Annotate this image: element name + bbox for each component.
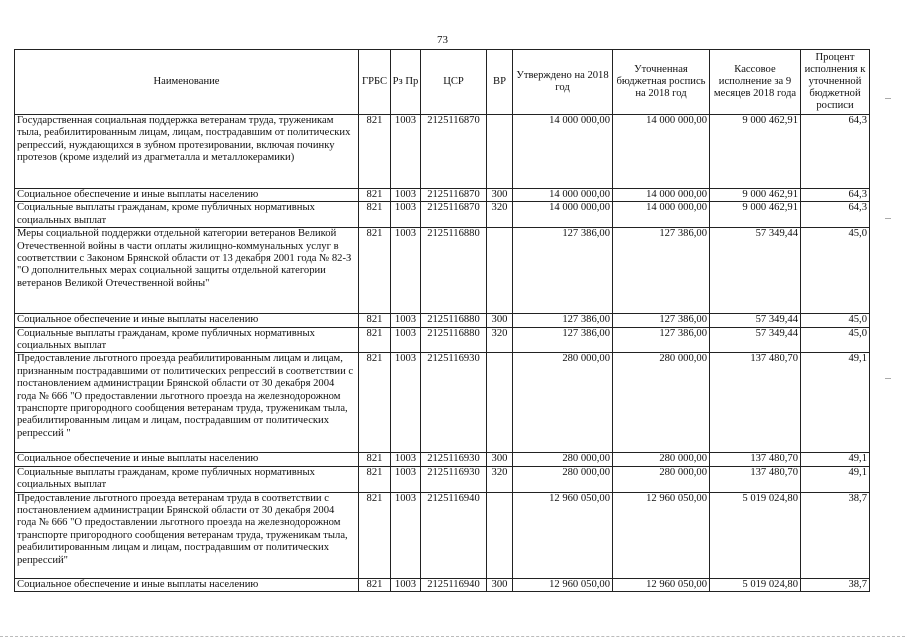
row-name-cell: Предоставление льготного проезда ветеранам труда в соответствии с постановлением администрации Брянской области от 30 декабря 2004 года № 666 "О предоставлении льготного проезда на железнодорожном транспорте пригородного сообщения ветеранам труда, труженикам тыла, реабилитированным лицам и лицам, пострадавшим от политических репрессий": [15, 492, 359, 578]
row-name-cell: Меры социальной поддержки отдельной категории ветеранов Великой Отечественной войны в части оплаты жилищно-коммунальных услуг в соответствии с Законом Брянской области от 13 декабря 2001 года № 82-З "О дополнительных мерах социальной защиты отдельной категории ветеранов Великой Отечественной войны": [15, 228, 359, 314]
row-cash-cell: 137 480,70: [710, 466, 801, 492]
row-cash-cell: 137 480,70: [710, 353, 801, 453]
row-cash-cell: 9 000 462,91: [710, 202, 801, 228]
col-header-percent: Процент исполнения к уточненной бюджетной росписи: [801, 50, 870, 115]
row-rz-pr-cell: 1003: [391, 466, 421, 492]
row-name-cell: Социальные выплаты гражданам, кроме публичных нормативных социальных выплат: [15, 202, 359, 228]
margin-tick: [885, 378, 891, 379]
row-refined-cell: 12 960 050,00: [613, 492, 710, 578]
row-percent-cell: 49,1: [801, 453, 870, 466]
row-percent-cell: 49,1: [801, 466, 870, 492]
row-vr-cell: [487, 353, 513, 453]
row-rz-pr-cell: 1003: [391, 189, 421, 202]
row-cash-cell: 9 000 462,91: [710, 115, 801, 189]
row-grbs-cell: 821: [359, 492, 391, 578]
row-percent-cell: 45,0: [801, 228, 870, 314]
col-header-grbs: ГРБС: [359, 50, 391, 115]
row-name-cell: Социальные выплаты гражданам, кроме публичных нормативных социальных выплат: [15, 327, 359, 353]
row-percent-cell: 45,0: [801, 327, 870, 353]
row-cash-cell: 57 349,44: [710, 314, 801, 327]
row-vr-cell: 300: [487, 453, 513, 466]
row-grbs-cell: 821: [359, 189, 391, 202]
table-row: [15, 327, 870, 353]
row-refined-cell: 127 386,00: [613, 228, 710, 314]
row-grbs-cell: 821: [359, 115, 391, 189]
margin-tick: [885, 218, 891, 219]
table-row: [15, 189, 870, 202]
row-rz-pr-cell: 1003: [391, 115, 421, 189]
row-vr-cell: 320: [487, 327, 513, 353]
table-row: [15, 578, 870, 591]
col-header-refined: Уточненная бюджетная роспись на 2018 год: [613, 50, 710, 115]
row-refined-cell: 127 386,00: [613, 314, 710, 327]
row-grbs-cell: 821: [359, 314, 391, 327]
row-cash-cell: 57 349,44: [710, 228, 801, 314]
row-refined-cell: 280 000,00: [613, 453, 710, 466]
row-vr-cell: [487, 228, 513, 314]
table-row: [15, 353, 870, 453]
row-name-cell: Социальные выплаты гражданам, кроме публичных нормативных социальных выплат: [15, 466, 359, 492]
row-rz-pr-cell: 1003: [391, 327, 421, 353]
row-approved-cell: 14 000 000,00: [513, 115, 613, 189]
row-approved-cell: 127 386,00: [513, 228, 613, 314]
table-row: [15, 202, 870, 228]
row-refined-cell: 14 000 000,00: [613, 202, 710, 228]
row-csr-cell: 2125116870: [421, 189, 487, 202]
row-approved-cell: 280 000,00: [513, 453, 613, 466]
row-grbs-cell: 821: [359, 578, 391, 591]
row-csr-cell: 2125116930: [421, 453, 487, 466]
row-csr-cell: 2125116880: [421, 228, 487, 314]
row-csr-cell: 2125116880: [421, 327, 487, 353]
col-header-cash: Кассовое исполнение за 9 месяцев 2018 года: [710, 50, 801, 115]
row-grbs-cell: 821: [359, 228, 391, 314]
row-approved-cell: 14 000 000,00: [513, 202, 613, 228]
row-refined-cell: 12 960 050,00: [613, 578, 710, 591]
table-row: [15, 466, 870, 492]
row-percent-cell: 64,3: [801, 202, 870, 228]
row-rz-pr-cell: 1003: [391, 492, 421, 578]
row-rz-pr-cell: 1003: [391, 228, 421, 314]
row-refined-cell: 14 000 000,00: [613, 115, 710, 189]
table-row: [15, 314, 870, 327]
margin-tick: [885, 98, 891, 99]
row-cash-cell: 5 019 024,80: [710, 578, 801, 591]
row-approved-cell: 14 000 000,00: [513, 189, 613, 202]
row-cash-cell: 57 349,44: [710, 327, 801, 353]
col-header-rz-pr: Рз Пр: [391, 50, 421, 115]
page-bottom-line: [0, 636, 905, 637]
row-csr-cell: 2125116880: [421, 314, 487, 327]
row-name-cell: Предоставление льготного проезда реабилитированным лицам и лицам, признанным пострадавшими от политических репрессий в соответствии с постановлением администрации Брянской области от 30 декабря 2004 года № 666 "О предоставлении льготного проезда на железнодорожном транспорте пригородного сообщения ветеранам труда, труженикам тыла, реабилитированным лицам и лицам, пострадавшим от политических репрессий ": [15, 353, 359, 453]
row-name-cell: Социальное обеспечение и иные выплаты населению: [15, 189, 359, 202]
table-header-row: [15, 50, 870, 115]
row-percent-cell: 64,3: [801, 115, 870, 189]
table-row: [15, 492, 870, 578]
row-refined-cell: 127 386,00: [613, 327, 710, 353]
row-csr-cell: 2125116940: [421, 578, 487, 591]
col-header-vr: ВР: [487, 50, 513, 115]
table-body: [15, 115, 870, 592]
row-grbs-cell: 821: [359, 453, 391, 466]
row-vr-cell: [487, 492, 513, 578]
row-cash-cell: 9 000 462,91: [710, 189, 801, 202]
row-grbs-cell: 821: [359, 202, 391, 228]
row-vr-cell: 300: [487, 314, 513, 327]
row-approved-cell: 280 000,00: [513, 353, 613, 453]
col-header-name: Наименование: [15, 50, 359, 115]
row-name-cell: Социальное обеспечение и иные выплаты населению: [15, 314, 359, 327]
row-approved-cell: 12 960 050,00: [513, 578, 613, 591]
row-vr-cell: 300: [487, 578, 513, 591]
row-vr-cell: 300: [487, 189, 513, 202]
table-row: [15, 453, 870, 466]
col-header-csr: ЦСР: [421, 50, 487, 115]
row-rz-pr-cell: 1003: [391, 202, 421, 228]
row-csr-cell: 2125116870: [421, 115, 487, 189]
row-percent-cell: 38,7: [801, 578, 870, 591]
row-approved-cell: 280 000,00: [513, 466, 613, 492]
budget-execution-table: [14, 49, 870, 592]
row-csr-cell: 2125116930: [421, 353, 487, 453]
row-csr-cell: 2125116930: [421, 466, 487, 492]
table-row: [15, 115, 870, 189]
row-csr-cell: 2125116940: [421, 492, 487, 578]
row-percent-cell: 64,3: [801, 189, 870, 202]
row-grbs-cell: 821: [359, 466, 391, 492]
row-name-cell: Государственная социальная поддержка ветеранам труда, труженикам тыла, реабилитированным лицам, лицам, пострадавшим от политических репрессий, нуждающихся в зубном протезировании, включая починку протезов (кроме изделий из драгметалла и металлокерамики): [15, 115, 359, 189]
row-refined-cell: 14 000 000,00: [613, 189, 710, 202]
row-rz-pr-cell: 1003: [391, 453, 421, 466]
row-refined-cell: 280 000,00: [613, 466, 710, 492]
row-name-cell: Социальное обеспечение и иные выплаты населению: [15, 578, 359, 591]
row-vr-cell: [487, 115, 513, 189]
row-percent-cell: 45,0: [801, 314, 870, 327]
row-cash-cell: 5 019 024,80: [710, 492, 801, 578]
row-vr-cell: 320: [487, 202, 513, 228]
row-csr-cell: 2125116870: [421, 202, 487, 228]
row-name-cell: Социальное обеспечение и иные выплаты населению: [15, 453, 359, 466]
row-percent-cell: 38,7: [801, 492, 870, 578]
table-row: [15, 228, 870, 314]
col-header-approved: Утверждено на 2018 год: [513, 50, 613, 115]
row-grbs-cell: 821: [359, 353, 391, 453]
row-approved-cell: 127 386,00: [513, 314, 613, 327]
page-number: 73: [437, 34, 448, 46]
row-cash-cell: 137 480,70: [710, 453, 801, 466]
row-vr-cell: 320: [487, 466, 513, 492]
row-approved-cell: 127 386,00: [513, 327, 613, 353]
row-refined-cell: 280 000,00: [613, 353, 710, 453]
row-percent-cell: 49,1: [801, 353, 870, 453]
row-grbs-cell: 821: [359, 327, 391, 353]
row-rz-pr-cell: 1003: [391, 578, 421, 591]
row-approved-cell: 12 960 050,00: [513, 492, 613, 578]
row-rz-pr-cell: 1003: [391, 314, 421, 327]
row-rz-pr-cell: 1003: [391, 353, 421, 453]
